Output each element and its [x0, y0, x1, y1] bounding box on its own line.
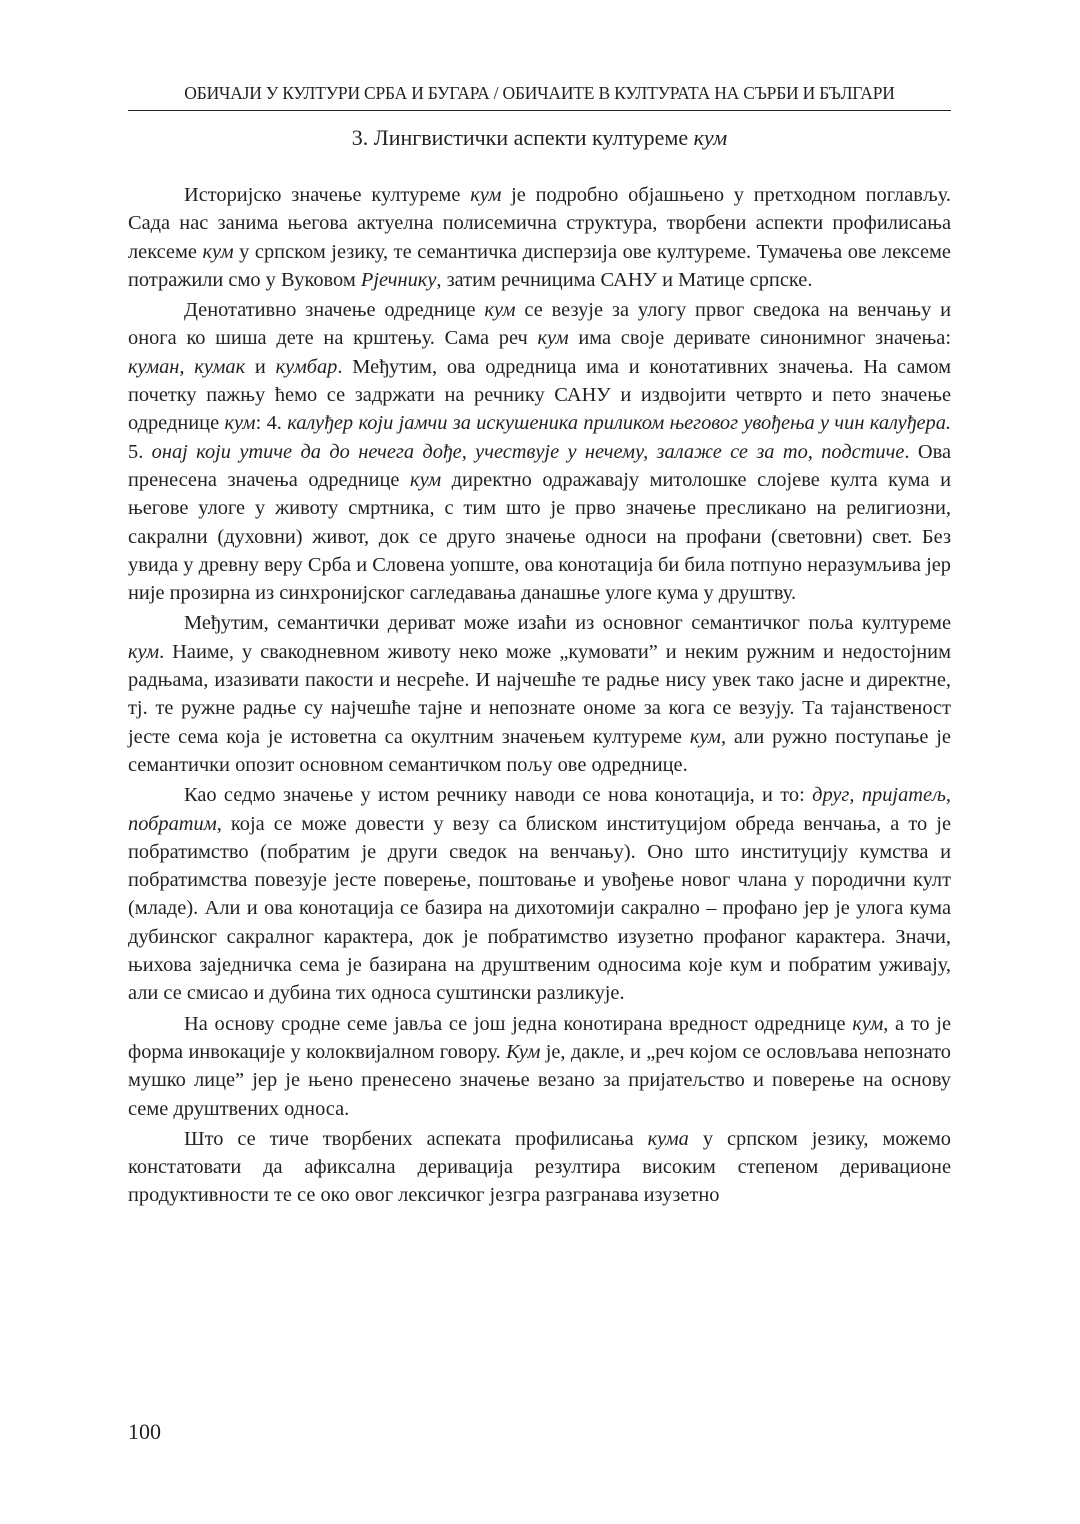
text-run: , али ружно поступање је семантички опозит основном семантичком пољу ове одреднице.	[128, 725, 951, 776]
text-run: Међутим, семантички дериват може изаћи из основног семантичког поља културеме	[184, 612, 951, 635]
italic-term: калуђер који јамчи за искушеника приликом његовог увођења у чин калуђера.	[287, 412, 952, 435]
paragraph	[128, 181, 951, 294]
text-run: , која се може довести у везу са блиском институцијом обреда венчања, а то је побратимство (побратим је други сведок на венчању). Оно што институцију кумства и побратимства повезује јесте поверење, поштовање и увођење новог члана у породични култ (младе). Али и ова конотација се базира на дихотомији сакрално – профано јер је улога кума дубинског сакралног карактера, док је побратимство изузетно профаног карактера. Значи, њихова заједничка сема је базирана на друштвеним односима које кум и побратим уживају, али се смисао и дубина тих односа суштински разликује.	[128, 812, 951, 1005]
text-run: и	[245, 355, 276, 378]
paragraph	[128, 1010, 951, 1123]
text-run: Као седмо значење у истом речнику наводи се нова конотација, и то:	[184, 784, 813, 807]
text-run: је подробно објашњено у претходном поглављу. Сада нас занима његова актуелна полисемична структура, творбени аспекти профилисања лексеме	[128, 184, 951, 263]
text-run: , затим речницима САНУ и Матице српске.	[436, 268, 813, 291]
text-run: у српском језику, можемо констатовати да афиксална деривација резултира високим степеном деривационе продуктивности те се око овог лексичког језгра разгранава изузетно	[128, 1127, 951, 1207]
italic-term: кум	[537, 327, 569, 350]
italic-term: кум	[224, 412, 256, 435]
section-title	[128, 122, 951, 154]
paragraph	[128, 781, 951, 1007]
text-run: Што се тиче творбених аспеката профилисања	[184, 1127, 648, 1150]
italic-term: кум	[484, 299, 516, 322]
text-run: . Међутим, ова одредница има и конотативних значења. На самом почетку пажњу ћемо се задржати на речнику САНУ и издвојити четврто и пето значење одреднице	[128, 355, 951, 435]
italic-term: куман, кумак	[128, 355, 246, 378]
section-title-text: 3. Лингвистички аспекти културеме	[351, 125, 694, 150]
header-rule	[128, 110, 951, 111]
text-run: Историјско значење културеме	[184, 184, 471, 206]
italic-term: кум	[128, 640, 160, 663]
text-run: се везује за улогу првог сведока на венчању и онога ко шиша дете на крштењу. Сама реч	[128, 299, 951, 350]
italic-term: Рјечнику	[360, 268, 437, 291]
text-run: . Наиме, у свакодневном животу неко може „кумовати” и неким ружним и недостојним радњама, изазивати пакости и несреће. И најчешће те радње нису увек тако јасне и директне, тј. те ружне радње су најчешће тајне и непознате ономе за кога се везују. Та тајанственост јесте сема која је истоветна са окултним значењем културеме	[128, 640, 951, 748]
section-title-italic: кум	[693, 125, 728, 150]
italic-term: кумбар	[275, 355, 338, 378]
italic-term: кум	[470, 184, 502, 206]
italic-term: кум	[202, 240, 234, 263]
italic-term: кум	[852, 1012, 884, 1035]
text-run: је, дакле, и „реч којом се ословљава непознато мушко лице” јер је њено пренесено значење везано за пријатељство и поверење на основу семе друштвених односа.	[128, 1040, 951, 1120]
text-run: Денотативно значење одреднице	[184, 299, 485, 322]
text-run: : 4.	[255, 412, 288, 435]
text-run: 5.	[128, 440, 152, 463]
text-run: . Ова пренесена значења одреднице	[128, 440, 951, 491]
paragraph	[128, 609, 951, 779]
text-run: На основу сродне семе јавља се још једна конотирана вредност одреднице	[184, 1012, 853, 1035]
text-run: у српском језику, те семантичка дисперзија ове културеме. Тумачења ове лексеме потражили смо у Вуковом	[128, 240, 951, 291]
text-run: директно одражавају митолошке слојеве култа кума и његове улоге у животу смртника, с тим што је прво значење пресликано на религиозни, сакрални (духовни) живот, док се друго значење односи на профани (световни) свет. Без увида у древну веру Срба и Словена уопште, ова конотација би била потпуно неразумљива јер није прозирна из синхронијског сагледавања данашње улоге кума у друштву.	[128, 468, 951, 605]
italic-term: кум	[689, 725, 721, 748]
paragraph	[128, 296, 951, 607]
text-run: има своје деривате синонимног значења:	[568, 327, 951, 350]
italic-term: кум	[410, 468, 442, 491]
body-text	[128, 181, 951, 1210]
italic-term: кума	[647, 1127, 689, 1150]
italic-term: онај који утиче да до нечега дође, учествује у нечему, залаже се за то, подстиче	[151, 440, 905, 463]
italic-term: друг, пријатељ, побратим	[128, 784, 951, 835]
paragraph	[128, 1125, 951, 1210]
running-head: ОБИЧАЈИ У КУЛТУРИ СРБА И БУГАРА / ОБИЧАИТЕ В КУЛТУРАТА НА СЪРБИ И БЪЛГАРИ	[184, 83, 895, 103]
text-run: , а то је форма инвокације у колоквијалном говору.	[128, 1012, 951, 1063]
page-number: 100	[128, 1419, 161, 1444]
italic-term: Кум	[506, 1040, 541, 1063]
